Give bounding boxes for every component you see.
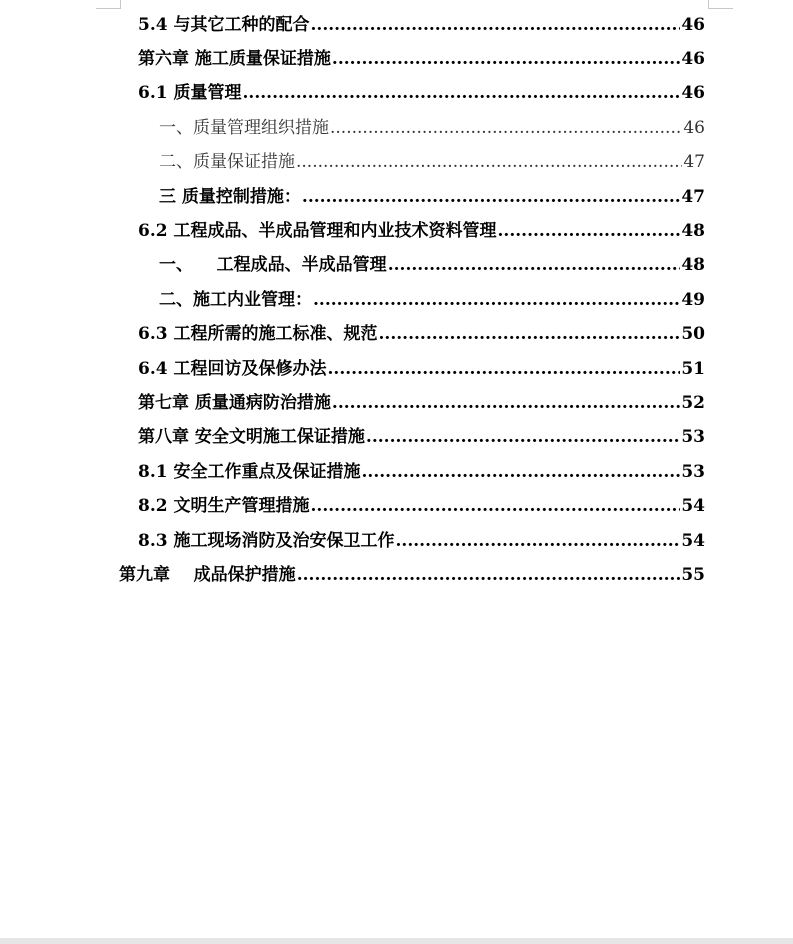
toc-entry-title: 6.3 工程所需的施工标准、规范 (138, 324, 378, 344)
toc-entry-title: 6.1 质量管理 (138, 83, 242, 103)
toc-entry[interactable] (138, 493, 705, 519)
toc-entry-title: 三 质量控制措施： (159, 187, 301, 207)
toc-entry[interactable] (159, 149, 705, 175)
toc-leader-dots (362, 459, 681, 485)
toc-entry-page: 46 (681, 49, 705, 69)
toc-leader-dots (297, 562, 681, 588)
toc-entry-page: 46 (683, 118, 705, 138)
toc-leader-dots (311, 12, 681, 38)
toc-leader-dots (366, 424, 680, 450)
toc-entry-title: 8.1 安全工作重点及保证措施 (138, 462, 361, 482)
toc-entry-title: 一、质量管理组织措施 (159, 118, 329, 138)
toc-leader-dots (330, 115, 682, 141)
toc-entry-page: 46 (681, 83, 705, 103)
toc-entry-page: 53 (681, 427, 705, 447)
toc-leader-dots (388, 252, 681, 278)
toc-entry[interactable] (138, 459, 705, 485)
toc-leader-dots (396, 528, 681, 554)
toc-leader-dots (313, 287, 680, 313)
toc-entry-page: 50 (681, 324, 705, 344)
toc-entry[interactable] (159, 115, 705, 141)
toc-entry-page: 51 (681, 359, 705, 379)
toc-entry-page: 48 (681, 255, 705, 275)
toc-entry-page: 46 (681, 15, 705, 35)
toc-entry-page: 47 (683, 152, 705, 172)
crop-mark-right (708, 0, 733, 9)
toc-leader-dots (328, 356, 681, 382)
toc-entry[interactable] (159, 252, 705, 278)
toc-entry-page: 47 (681, 187, 705, 207)
toc-entry-page: 54 (681, 496, 705, 516)
toc-leader-dots (379, 321, 681, 347)
toc-entry-page: 53 (681, 462, 705, 482)
toc-entry-page: 49 (681, 290, 705, 310)
toc-leader-dots (302, 184, 680, 210)
toc-entry[interactable] (138, 390, 705, 416)
toc-leader-dots (498, 218, 681, 244)
toc-entry-title: 第六章 施工质量保证措施 (138, 49, 331, 69)
toc-leader-dots (296, 149, 682, 175)
toc-entry[interactable] (138, 321, 705, 347)
toc-entry[interactable] (159, 184, 705, 210)
toc-entry-page: 52 (681, 393, 705, 413)
toc-entry-page: 55 (681, 565, 705, 585)
toc-leader-dots (332, 46, 680, 72)
toc-entry[interactable] (159, 287, 705, 313)
toc-entry-title: 二、质量保证措施 (159, 152, 295, 172)
toc-leader-dots (332, 390, 680, 416)
toc-entry[interactable] (119, 562, 705, 588)
toc-entry-title: 第八章 安全文明施工保证措施 (138, 427, 365, 447)
toc-entry-title: 5.4 与其它工种的配合 (138, 15, 310, 35)
toc-entry-title: 8.2 文明生产管理措施 (138, 496, 310, 516)
toc-leader-dots (243, 80, 681, 106)
toc-entry-title: 第七章 质量通病防治措施 (138, 393, 331, 413)
toc-entry-title: 6.2 工程成品、半成品管理和内业技术资料管理 (138, 221, 497, 241)
toc-entry-title: 第九章 成品保护措施 (119, 565, 296, 585)
toc-entry-title: 8.3 施工现场消防及治安保卫工作 (138, 531, 395, 551)
toc-entry[interactable] (138, 356, 705, 382)
toc-entry[interactable] (138, 80, 705, 106)
toc-entry[interactable] (138, 218, 705, 244)
toc-leader-dots (311, 493, 681, 519)
toc-entry[interactable] (138, 528, 705, 554)
toc-entry-title: 一、 工程成品、半成品管理 (159, 255, 387, 275)
toc-entry-page: 54 (681, 531, 705, 551)
toc-entry[interactable] (138, 46, 705, 72)
toc-entry-title: 6.4 工程回访及保修办法 (138, 359, 327, 379)
page-bottom-edge (0, 938, 793, 944)
toc-entry[interactable] (138, 12, 705, 38)
crop-mark-left (96, 0, 121, 9)
toc-entry[interactable] (138, 424, 705, 450)
toc-entry-page: 48 (681, 221, 705, 241)
toc-entry-title: 二、施工内业管理： (159, 290, 312, 310)
